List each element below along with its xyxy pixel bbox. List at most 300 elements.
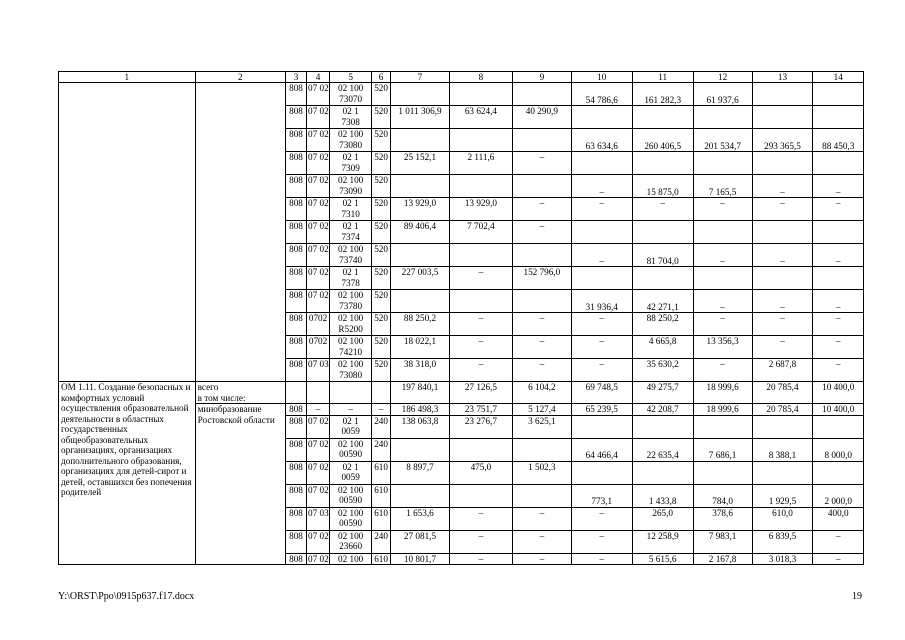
table-cell: 808 [285,415,306,438]
table-cell: – [449,530,512,553]
table-cell: 63 624,4 [449,106,512,129]
code-cell [330,461,372,484]
table-cell: 808 [285,129,306,152]
table-cell [391,175,450,198]
table-cell [693,461,752,484]
table-cell: 808 [285,404,306,416]
table-cell: 1 929,5 [752,484,813,507]
code-line: 02 100 [337,313,364,323]
table-cell: 07 02 [307,198,330,221]
om-total-row [59,382,864,404]
table-cell: 138 063,8 [391,415,450,438]
table-cell: 808 [285,267,306,290]
table-cell: 07 02 [307,267,330,290]
table-cell [571,106,632,129]
table-cell: – [693,244,752,267]
table-cell [391,129,450,152]
column-header: 13 [752,72,813,83]
table-cell [512,129,571,152]
code-line: 73080 [339,369,363,380]
column-header: 7 [391,72,450,83]
code-line: 7310 [341,208,360,219]
table-cell: 65 239,5 [571,404,632,416]
table-cell [752,221,813,244]
table-cell [449,129,512,152]
code-line: 02 1 [342,461,359,472]
table-cell [449,244,512,267]
code-line: 00590 [339,495,363,505]
table-cell: 38 318,0 [391,359,450,382]
table-cell: 475,0 [449,461,512,484]
code-line: 74210 [339,346,363,357]
column-header: 11 [632,72,693,83]
table-cell: 13 929,0 [449,198,512,221]
table-cell [813,83,864,106]
table-cell: 49 275,7 [632,382,693,404]
code-line: 7309 [341,162,360,173]
column-header: 3 [285,72,306,83]
table-cell: 18 999,6 [693,404,752,416]
table-cell: 808 [285,244,306,267]
table-cell: – [512,336,571,359]
table-cell [391,438,450,461]
table-cell: 8 000,0 [813,438,864,461]
table-cell: 25 152,1 [391,152,450,175]
table-cell: 61 937,6 [693,83,752,106]
code-cell [330,221,372,244]
table-cell [632,267,693,290]
table-cell: 0702 [307,313,330,336]
table-cell: – [512,313,571,336]
code-cell [330,290,372,313]
table-cell: 1 653,6 [391,507,450,530]
table-cell [813,415,864,438]
column-header: 5 [330,72,372,83]
table-cell: 31 936,4 [571,290,632,313]
table-cell: 07 02 [307,415,330,438]
table-cell: 186 498,3 [391,404,450,416]
table-cell: 23 751,7 [449,404,512,416]
table-cell: 773,1 [571,484,632,507]
table-cell [693,267,752,290]
including-label: в том числе: [197,392,246,403]
code-cell [330,507,372,530]
table-cell: 5 127,4 [512,404,571,416]
total-label: всего [197,382,219,392]
table-cell [391,290,450,313]
table-cell: 808 [285,152,306,175]
table-cell [571,152,632,175]
table-cell: – [752,336,813,359]
code-line: 7374 [341,231,360,242]
table-cell [449,484,512,507]
table-cell: 42 208,7 [632,404,693,416]
table-cell: 15 875,0 [632,175,693,198]
table-cell [813,221,864,244]
code-line: 02 1 [342,106,359,116]
table-cell: 808 [285,484,306,507]
table-cell: – [813,336,864,359]
table-cell: 610 [372,484,391,507]
table-cell: 18 999,6 [693,382,752,404]
code-cell [330,484,372,507]
table-cell: 1 502,3 [512,461,571,484]
code-cell [330,175,372,198]
code-line: 00590 [339,518,363,528]
table-cell: 201 534,7 [693,129,752,152]
table-cell: 808 [285,106,306,129]
table-cell [813,106,864,129]
code-line: 02 1 [342,152,359,162]
table-cell: 07 02 [307,461,330,484]
table-cell [813,152,864,175]
table-cell: 07 03 [307,507,330,530]
table-cell: – [571,175,632,198]
table-cell: – [632,198,693,221]
table-cell [571,415,632,438]
table-cell: – [512,359,571,382]
table-cell: 808 [285,313,306,336]
table-cell: 07 02 [307,83,330,106]
code-line: 73070 [339,93,363,104]
table-cell: 88 250,2 [632,313,693,336]
table-cell: 784,0 [693,484,752,507]
table-cell: 520 [372,267,391,290]
table-cell: – [693,359,752,382]
table-cell: 520 [372,106,391,129]
code-line: 02 100 [337,553,364,564]
table-cell [752,267,813,290]
code-line: 7378 [341,277,360,288]
code-line: 02 100 [337,83,364,93]
table-cell: – [571,359,632,382]
table-cell [813,461,864,484]
table-cell [449,175,512,198]
code-cell [330,553,372,565]
empty-cell [372,382,391,404]
code-line: 02 100 [337,129,364,139]
table-cell: 4 665,8 [632,336,693,359]
table-cell: 808 [285,438,306,461]
code-cell [330,530,372,553]
table-cell: 7 686,1 [693,438,752,461]
table-cell: 197 840,1 [391,382,450,404]
table-cell: – [571,336,632,359]
table-cell: – [693,313,752,336]
code-cell [330,244,372,267]
table-cell: 808 [285,221,306,244]
om-label-cell [195,382,285,404]
table-cell [391,244,450,267]
table-cell: 378,6 [693,507,752,530]
table-cell: 12 258,9 [632,530,693,553]
table-cell: 27 126,5 [449,382,512,404]
table-cell: 13 929,0 [391,198,450,221]
table-cell [632,461,693,484]
table-cell: – [449,507,512,530]
table-cell [449,83,512,106]
table-cell: – [449,553,512,565]
table-cell: 610 [372,461,391,484]
table-cell: 610 [372,507,391,530]
table-cell: 808 [285,507,306,530]
table-cell: 2 000,0 [813,484,864,507]
table-cell [449,438,512,461]
table-cell: 54 786,6 [571,83,632,106]
code-cell [330,438,372,461]
table-cell: 07 02 [307,530,330,553]
table-cell: 240 [372,415,391,438]
table-cell: 23 276,7 [449,415,512,438]
table-cell: 81 704,0 [632,244,693,267]
empty-cell [59,83,196,382]
table-cell: 7 702,4 [449,221,512,244]
code-line: 7308 [341,116,360,127]
table-cell: – [813,290,864,313]
table-cell: 89 406,4 [391,221,450,244]
table-cell: 293 365,5 [752,129,813,152]
budget-table [58,71,864,565]
code-line: 02 100 [337,507,364,518]
table-cell: 520 [372,198,391,221]
table-cell: – [372,404,391,416]
table-cell: – [307,404,330,416]
table-cell: 265,0 [632,507,693,530]
table-cell: – [571,198,632,221]
table-cell: 808 [285,336,306,359]
empty-cell [195,83,285,382]
code-line: 73090 [339,185,363,196]
table-cell: – [813,175,864,198]
table-cell: 240 [372,530,391,553]
code-line: 73740 [339,254,363,265]
table-cell: – [512,152,571,175]
table-cell: – [752,198,813,221]
code-line: 02 100 [337,438,364,449]
table-cell: 07 02 [307,129,330,152]
table-cell: 22 635,4 [632,438,693,461]
table-cell: 07 02 [307,152,330,175]
ministry-cell: минобразование Ростовской области [195,404,285,565]
code-cell [330,313,372,336]
empty-cell [307,382,330,404]
table-cell: – [752,290,813,313]
table-cell: 88 250,2 [391,313,450,336]
table-cell [632,415,693,438]
table-cell [813,267,864,290]
table-cell: 520 [372,221,391,244]
table-cell: 3 018,3 [752,553,813,565]
table-cell: – [512,198,571,221]
table-cell [512,175,571,198]
table-cell [752,106,813,129]
table-cell [632,221,693,244]
table-cell: 610 [372,553,391,565]
code-line: 02 100 [337,175,364,185]
table-cell: 7 983,1 [693,530,752,553]
table-cell: 2 167,8 [693,553,752,565]
table-cell: 808 [285,530,306,553]
table-cell [391,484,450,507]
table-cell: – [813,313,864,336]
table-cell [632,152,693,175]
table-cell: 520 [372,290,391,313]
table-cell: 520 [372,83,391,106]
table-cell [512,290,571,313]
budget-table-sheet [58,71,864,565]
column-header: 1 [59,72,196,83]
table-cell: 07 02 [307,290,330,313]
document-path: Y:\ORST\Ppo\0915p637.f17.docx [58,591,195,602]
table-cell: – [512,553,571,565]
table-cell: 10 801,7 [391,553,450,565]
table-cell: 35 630,2 [632,359,693,382]
table-cell: 808 [285,290,306,313]
table-cell: – [752,313,813,336]
table-cell: 10 400,0 [813,404,864,416]
table-cell: – [571,507,632,530]
column-header: 4 [307,72,330,83]
table-cell: 260 406,5 [632,129,693,152]
column-header: 12 [693,72,752,83]
table-cell: 07 02 [307,484,330,507]
table-cell: 8 897,7 [391,461,450,484]
table-cell: 6 839,5 [752,530,813,553]
table-cell: 5 615,6 [632,553,693,565]
code-cell [330,129,372,152]
table-cell: 1 433,8 [632,484,693,507]
code-line: 23660 [339,541,363,551]
code-line: 0059 [341,426,360,436]
table-cell: 13 356,3 [693,336,752,359]
table-cell: 520 [372,313,391,336]
table-cell: 520 [372,175,391,198]
code-cell [330,198,372,221]
table-cell: – [512,221,571,244]
code-cell [330,152,372,175]
code-line: 02 100 [337,484,364,495]
table-cell: 227 003,5 [391,267,450,290]
table-cell: 63 634,6 [571,129,632,152]
code-line: 02 100 [337,290,364,300]
table-cell: 520 [372,129,391,152]
table-cell: 6 104,2 [512,382,571,404]
empty-cell [330,382,372,404]
table-cell: – [449,336,512,359]
table-cell: – [571,553,632,565]
table-cell [571,461,632,484]
table-cell: 808 [285,83,306,106]
table-cell: 400,0 [813,507,864,530]
column-header: 10 [571,72,632,83]
table-cell: 808 [285,359,306,382]
table-cell: 07 02 [307,106,330,129]
om-name-cell: ОМ 1.11. Создание безопасных и комфортных условий осуществления образовательной деятельности в областных государственных общеобразовательных организациях, организациях дополнительного образования, организациях для детей-сирот и детей, оставшихся без попечения родителей [59,382,196,565]
column-header: 9 [512,72,571,83]
table-cell: – [571,313,632,336]
table-cell: – [752,244,813,267]
code-line: 02 100 [337,336,364,346]
table-cell: 07 02 [307,438,330,461]
table-cell [752,83,813,106]
table-cell: 07 03 [307,359,330,382]
table-cell: 2 687,8 [752,359,813,382]
table-cell: 18 022,1 [391,336,450,359]
table-cell: – [571,244,632,267]
code-cell [330,106,372,129]
table-cell [693,221,752,244]
column-header: 8 [449,72,512,83]
table-cell: 64 466,4 [571,438,632,461]
table-cell: 808 [285,175,306,198]
table-cell: 152 796,0 [512,267,571,290]
table-cell: 610,0 [752,507,813,530]
table-cell: – [813,553,864,565]
table-cell: 07 02 [307,175,330,198]
table-cell: 7 165,5 [693,175,752,198]
table-cell [693,152,752,175]
table-cell: 520 [372,152,391,175]
code-line: 0059 [341,472,360,482]
table-cell: – [813,198,864,221]
code-line: 02 100 [337,244,364,254]
table-cell: 1 011 306,9 [391,106,450,129]
table-cell: 27 081,5 [391,530,450,553]
table-cell [752,461,813,484]
table-cell: 69 748,5 [571,382,632,404]
column-header: 14 [813,72,864,83]
table-cell: – [752,175,813,198]
table-cell: 88 450,3 [813,129,864,152]
code-cell [330,336,372,359]
table-cell: 520 [372,359,391,382]
table-cell: 808 [285,553,306,565]
table-cell: 520 [372,244,391,267]
table-cell: – [330,404,372,416]
table-cell: 20 785,4 [752,382,813,404]
table-cell: – [512,530,571,553]
code-line: 02 100 [337,359,364,369]
table-cell: – [449,359,512,382]
code-line: 02 100 [337,530,364,541]
table-cell: 808 [285,461,306,484]
table-cell: 07 02 [307,244,330,267]
table-cell: 8 388,1 [752,438,813,461]
code-cell [330,83,372,106]
table-cell [752,415,813,438]
table-cell [391,83,450,106]
code-line: 02 1 [342,198,359,208]
code-line: 73780 [339,300,363,311]
table-cell [752,152,813,175]
code-cell [330,267,372,290]
table-cell: 20 785,4 [752,404,813,416]
table-cell: – [512,507,571,530]
table-cell: – [571,530,632,553]
table-header [59,72,864,83]
table-cell: 07 02 [308,553,329,564]
table-cell: – [449,313,512,336]
table-cell: 240 [372,438,391,461]
table-cell [512,244,571,267]
page-number: 19 [852,591,862,602]
table-cell: 808 [285,198,306,221]
table-cell: – [813,359,864,382]
table-row [59,83,864,106]
table-cell [512,83,571,106]
table-cell: 07 02 [307,221,330,244]
code-line: 02 1 [342,267,359,277]
